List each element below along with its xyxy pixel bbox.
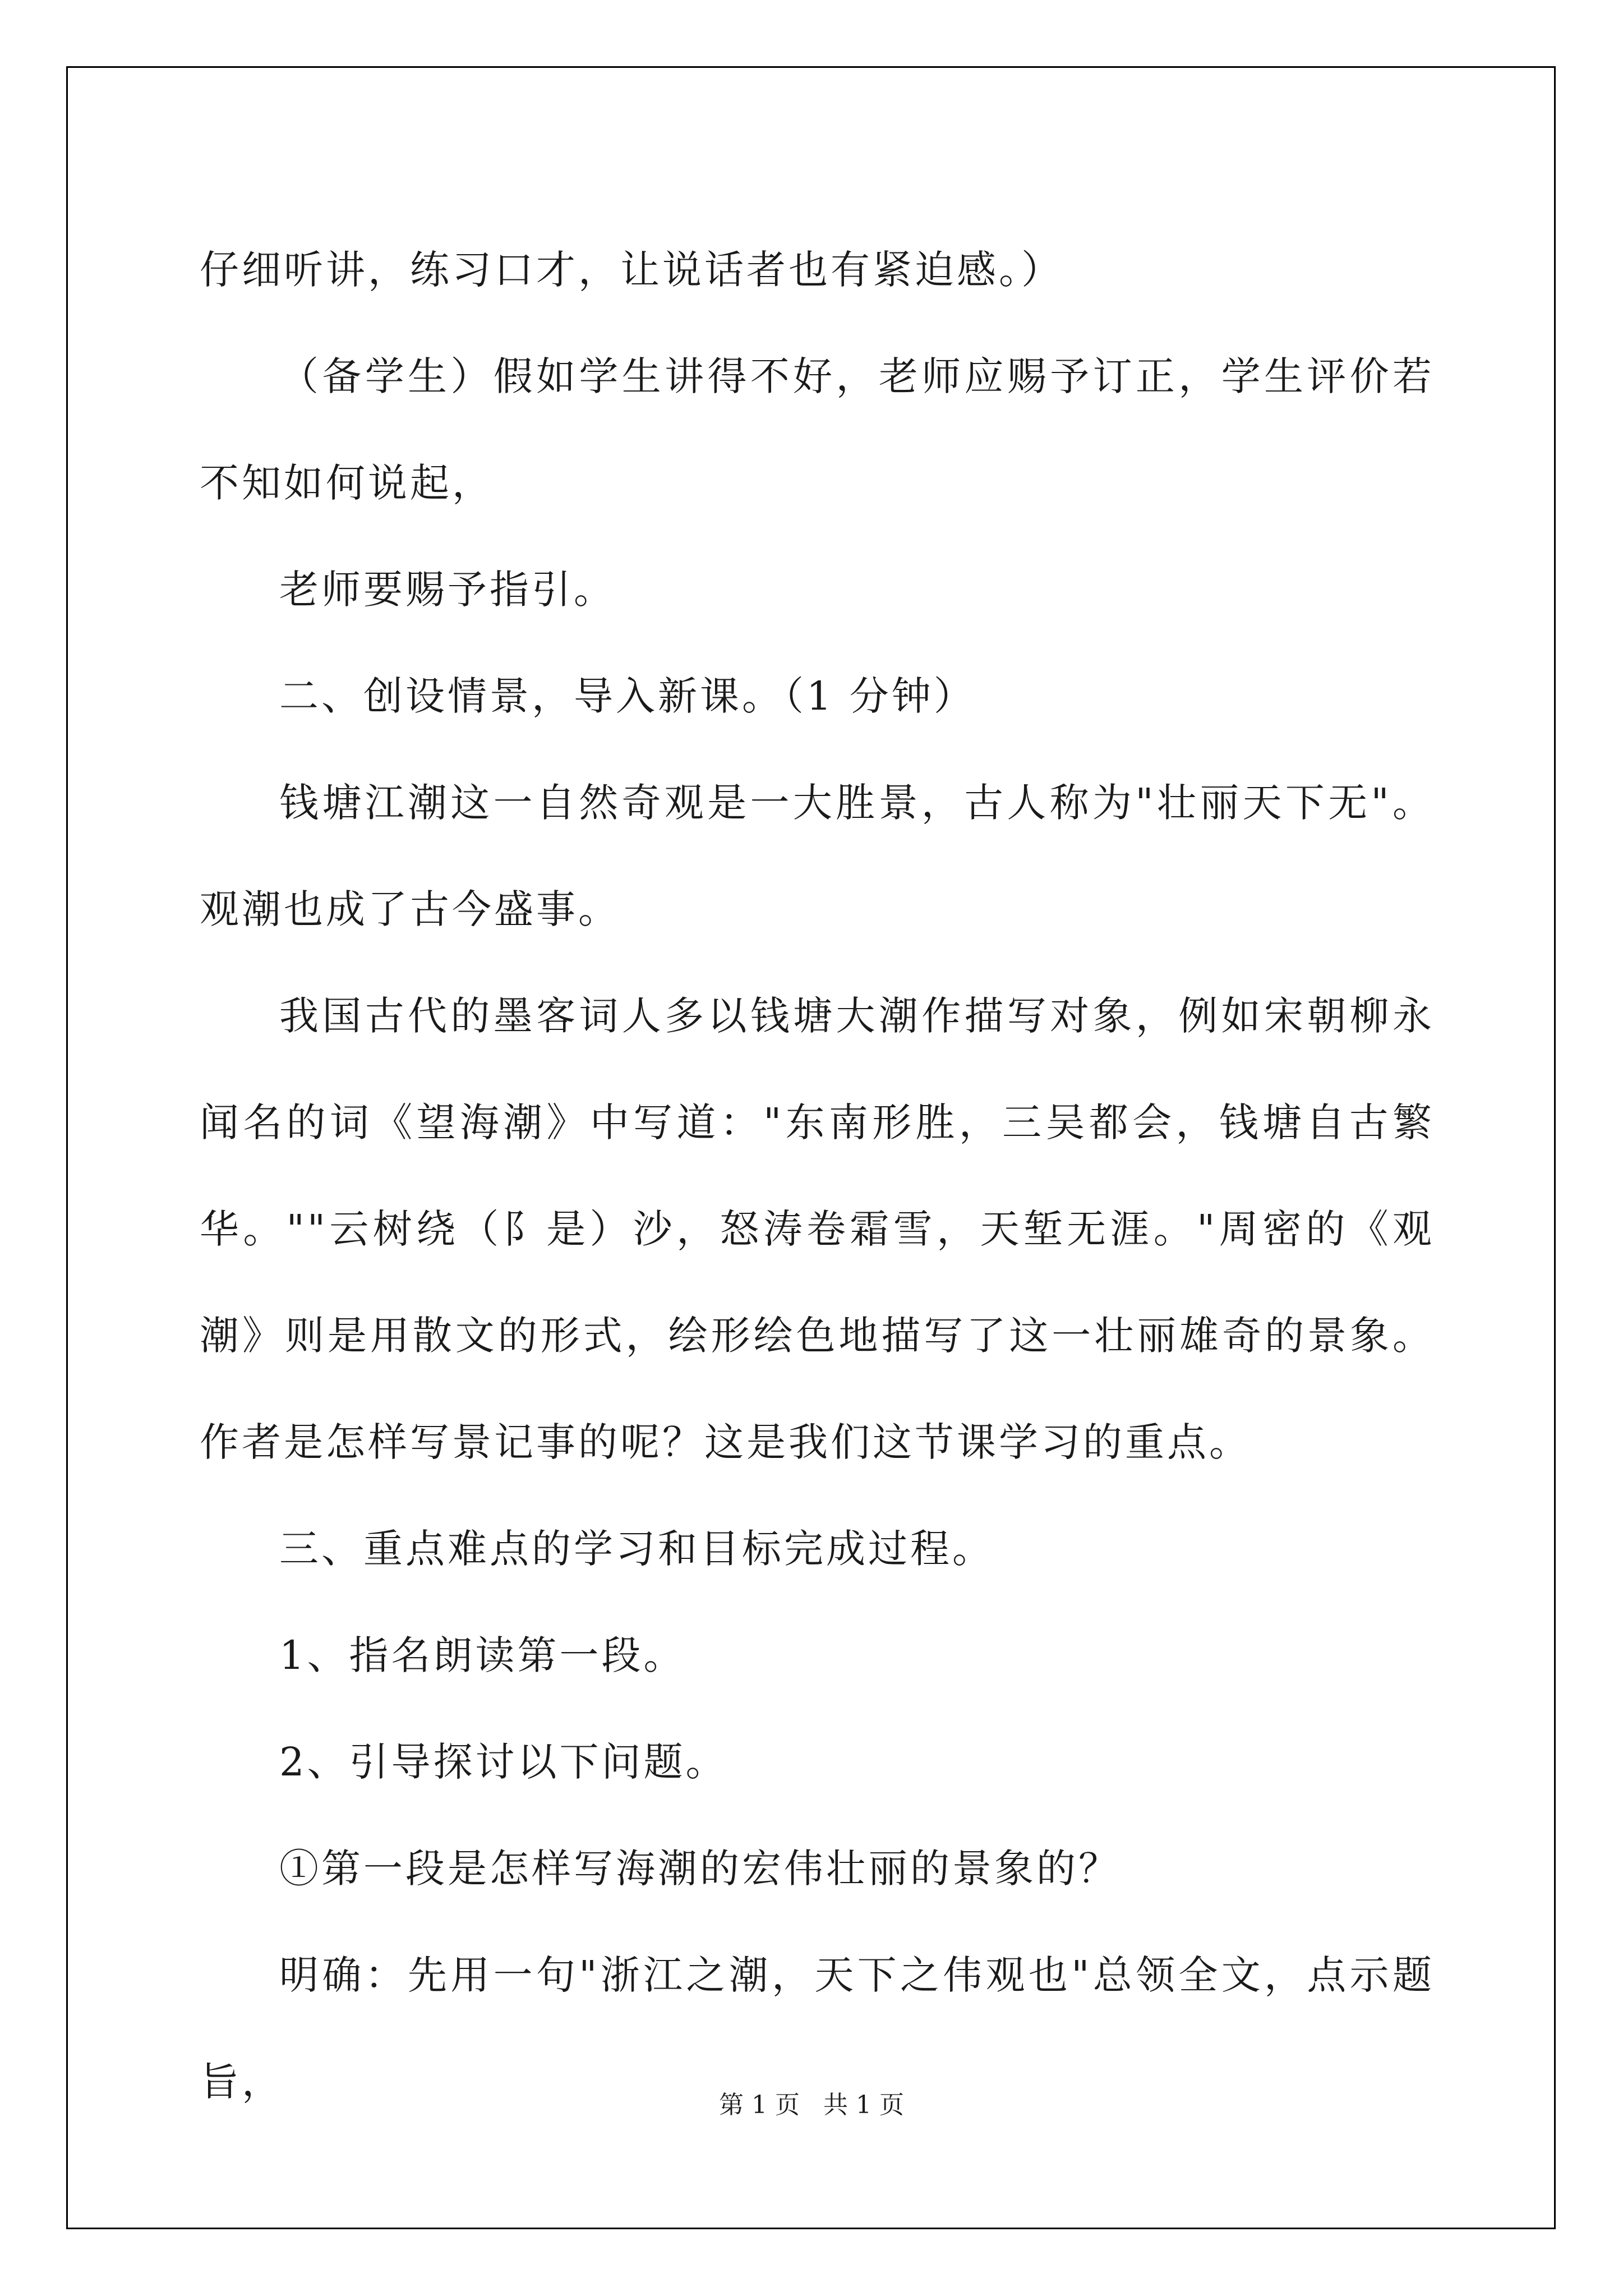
paragraph-6: 我国古代的墨客词人多以钱塘大潮作描写对象，例如宋朝柳永闻名的词《望海潮》中写道："东南形胜，三吴都会，钱塘自古繁华。""云树绕（阝是）沙，怒涛卷霜雪，天堑无涯。"周密的《观潮》则是用散文的形式，绘形绘色地描写了这一壮丽雄奇的景象。作者是怎样写景记事的呢？这是我们这节课学习的重点。 bbox=[200, 993, 1435, 1465]
page-number-total: 共 1 页 bbox=[823, 2091, 904, 2119]
page-number-current: 第 1 页 bbox=[719, 2091, 800, 2119]
list-item-1: 1、指名朗读第一段。 bbox=[279, 1632, 686, 1678]
answer-1: 明确：先用一句"浙江之潮，天下之伟观也"总领全文，点示题旨， bbox=[200, 1952, 1435, 2105]
paragraph-5: 钱塘江潮这一自然奇观是一大胜景，古人称为"壮丽天下无"。观潮也成了古今盛事。 bbox=[200, 780, 1435, 932]
section-heading-2: 二、创设情景，导入新课。（1 分钟） bbox=[279, 673, 976, 719]
document-body bbox=[200, 217, 1435, 2135]
question-1: ①第一段是怎样写海潮的宏伟壮丽的景象的？ bbox=[279, 1846, 1121, 1892]
paragraph-3: 老师要赐予指引。 bbox=[279, 567, 616, 613]
list-item-2: 2、引导探讨以下问题。 bbox=[279, 1739, 728, 1785]
paragraph-2: （备学生）假如学生讲得不好，老师应赐予订正，学生评价若不知如何说起， bbox=[200, 353, 1435, 506]
paragraph-1: 仔细听讲，练习口才，让说话者也有紧迫感。） bbox=[200, 247, 1063, 293]
section-heading-3: 三、重点难点的学习和目标完成过程。 bbox=[279, 1526, 994, 1572]
page-footer bbox=[0, 2085, 1623, 2120]
